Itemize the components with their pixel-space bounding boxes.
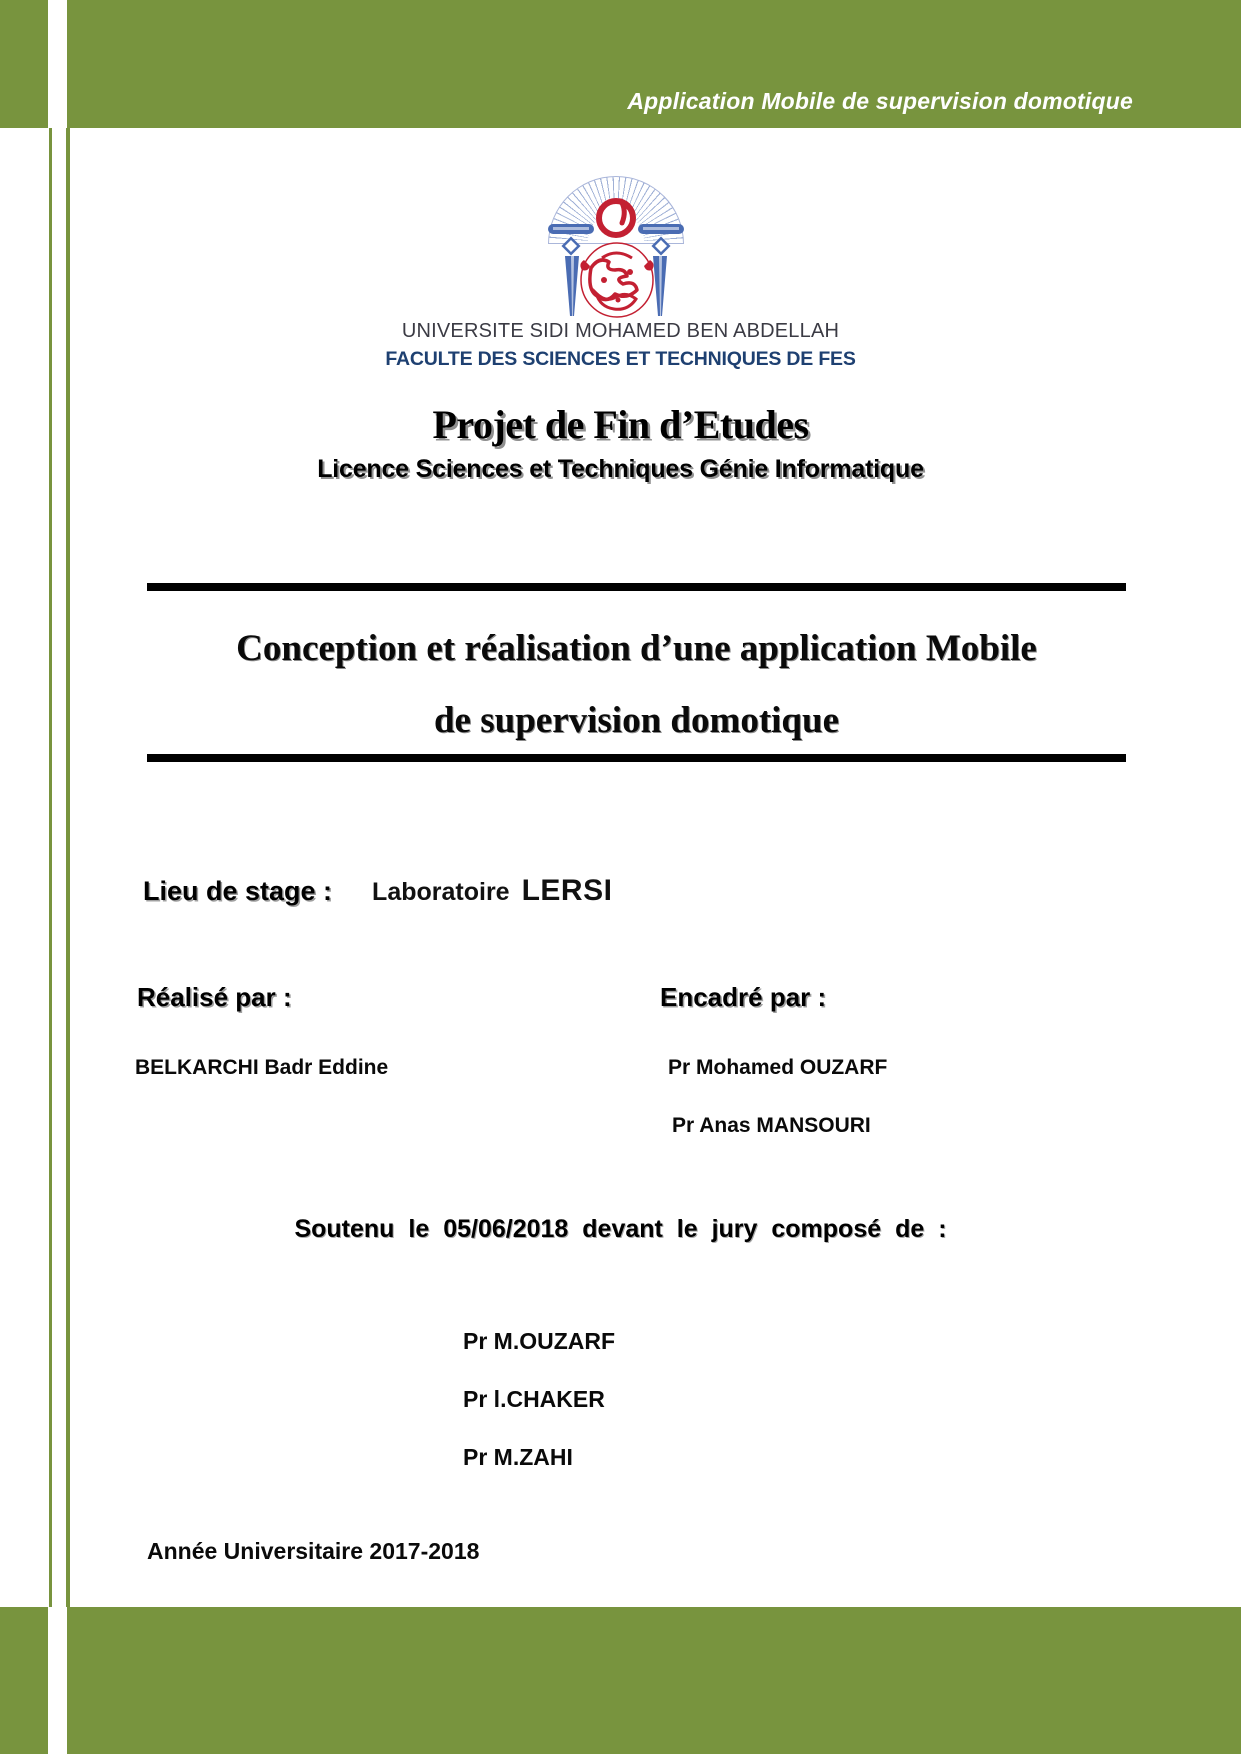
supervisor-name-2: Pr Anas MANSOURI xyxy=(672,1114,871,1137)
faculty-name: FACULTE DES SCIENCES ET TECHNIQUES DE FES xyxy=(385,348,856,370)
logo-emblem-icon xyxy=(546,168,686,323)
jury-member-1: Pr M.OUZARF xyxy=(463,1328,616,1354)
jury-member-3: Pr M.ZAHI xyxy=(463,1444,573,1470)
author-label: Réalisé par : xyxy=(137,982,292,1012)
degree-program-heading: Licence Sciences et Techniques Génie Informatique xyxy=(317,455,924,483)
supervisor-label: Encadré par : xyxy=(660,982,827,1012)
internship-place: Laboratoire xyxy=(372,878,510,906)
jury-member-2: Pr l.CHAKER xyxy=(463,1386,605,1412)
project-type-heading: Projet de Fin d’Etudes xyxy=(432,402,809,447)
header-band-left xyxy=(0,0,48,128)
internship-row xyxy=(143,874,612,908)
footer-band xyxy=(67,1607,1241,1754)
academic-year: Année Universitaire 2017-2018 xyxy=(147,1538,480,1564)
internship-label: Lieu de stage : xyxy=(143,876,333,906)
title-bottom-rule xyxy=(147,754,1126,762)
report-title-line2: de supervision domotique xyxy=(433,700,839,741)
report-title-line1: Conception et réalisation d’une application Mobile xyxy=(236,628,1037,669)
university-name: UNIVERSITE SIDI MOHAMED BEN ABDELLAH xyxy=(401,320,840,342)
university-logo xyxy=(546,168,686,323)
supervisor-name-1: Pr Mohamed OUZARF xyxy=(668,1056,888,1079)
running-header-text: Application Mobile de supervision domotique xyxy=(627,88,1133,114)
report-title xyxy=(147,613,1126,757)
author-name: BELKARCHI Badr Eddine xyxy=(135,1056,389,1079)
title-top-rule xyxy=(147,583,1126,591)
internship-lab-acronym: LERSI xyxy=(521,874,613,907)
footer-band-left xyxy=(0,1607,48,1754)
defense-statement: Soutenu le 05/06/2018 devant le jury composé de : xyxy=(294,1215,947,1243)
